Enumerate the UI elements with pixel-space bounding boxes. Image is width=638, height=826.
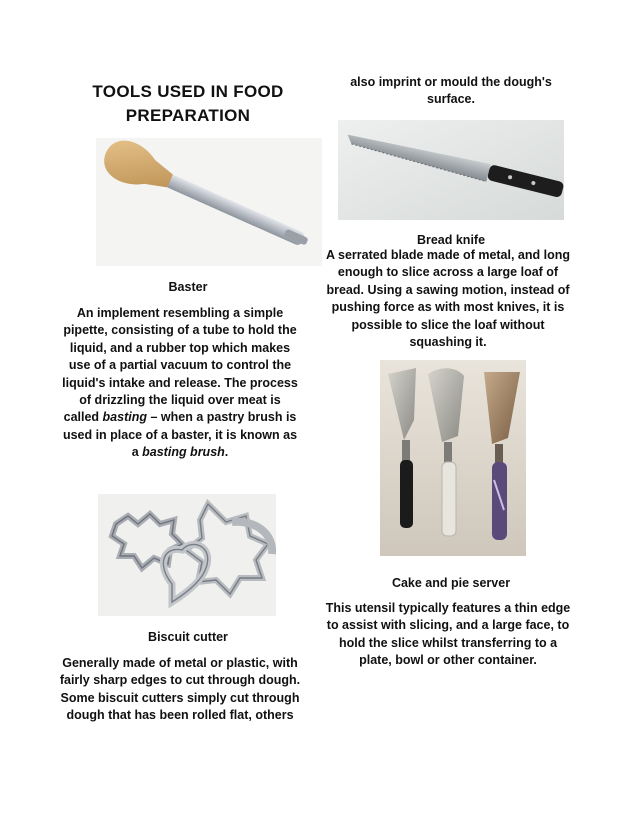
- basting-brush-term: basting brush: [142, 445, 225, 460]
- continued-text: also imprint or mould the dough's surface.: [350, 75, 552, 107]
- baster-caption: Baster: [168, 280, 208, 294]
- biscuit-cutter-image: [98, 494, 276, 616]
- bread-knife-caption: Bread knife: [416, 233, 486, 247]
- cake-pie-server-image: [380, 360, 526, 556]
- bread-knife-description: A serrated blade made of metal, and long enough to slice across a large loaf of bread. Using a sawing motion, instead of pushing force as with most knives, it is possible to slice the loaf without squashing it.: [325, 248, 571, 350]
- cake-pie-server-description: This utensil typically features a thin edge to assist with slicing, and a large face, to hold the slice whilst transferring to a plate, bowl or other container.: [325, 601, 571, 668]
- biscuit-cutter-caption: Biscuit cutter: [148, 630, 228, 644]
- bread-knife-image: [338, 120, 564, 220]
- cake-pie-server-caption: Cake and pie server: [391, 576, 511, 590]
- baster-description: An implement resembling a simple pipette, consisting of a tube to hold the liquid, and a rubber top which makes use of a partial vacuum to control the liquid's intake and release. The process of drizzling the liquid over meat is called basting – when a pastry brush is used in place of a baster, it is known as a basting brush.: [62, 306, 298, 460]
- page-title: TOOLS USED IN FOOD PREPARATION: [92, 82, 284, 125]
- biscuit-cutter-description: Generally made of metal or plastic, with fairly sharp edges to cut through dough. Some biscuit cutters simply cut through dough that has been rolled flat, others: [59, 656, 301, 723]
- baster-image: [96, 138, 322, 266]
- basting-term: basting: [102, 410, 147, 425]
